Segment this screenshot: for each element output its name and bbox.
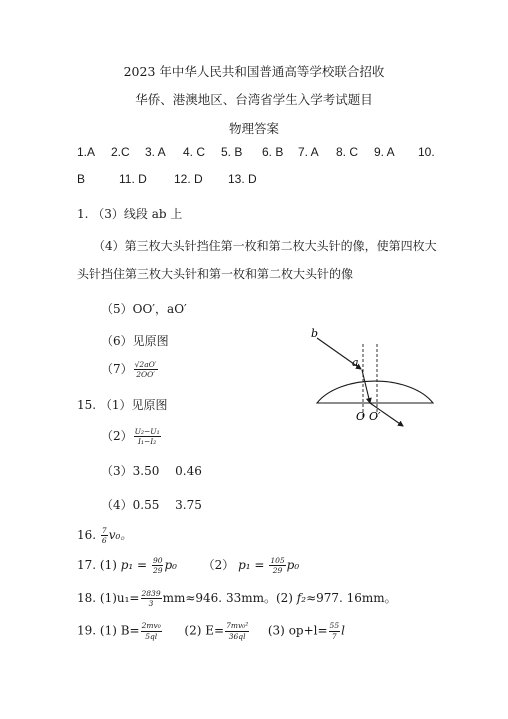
q14-part7-denominator: 2OO′ [136, 370, 155, 379]
mc-answer: 3. A [145, 145, 166, 159]
q14-part7-label: （7） [101, 362, 133, 376]
q17-denominator-1: 29 [152, 566, 163, 575]
q15-part2-fraction [134, 428, 161, 446]
header-line-1: 2023 年中华人民共和国普通高等学校联合招收 [123, 64, 385, 79]
q17-lhs-2: p₁ = [238, 558, 265, 572]
q14-part5: （5）OO′，aO′ [101, 302, 187, 316]
q18-fraction [141, 590, 162, 608]
q16-answer [77, 526, 132, 545]
q17-fraction-1 [152, 557, 164, 575]
q15-part2-denominator: I₁−I₂ [138, 437, 157, 446]
q19-b-numerator: 2mv₀ [141, 621, 161, 630]
header-line-2: 华侨、港澳地区、台湾省学生入学考试题目 [135, 92, 373, 107]
header-line-3: 物理答案 [228, 121, 279, 136]
q14-part6: （6）见原图 [101, 334, 169, 348]
q16-expression: v₀。 [108, 528, 133, 542]
q19-e-numerator: 7mv₀² [226, 621, 249, 630]
mc-answer: 6. B [262, 145, 284, 159]
q17-numerator-1: 90 [152, 555, 163, 565]
q18-label: 18. (1)u₁= [77, 591, 140, 605]
mc-answer: 8. C [336, 145, 359, 159]
mc-answer: 4. C [183, 145, 206, 159]
q19-b-fraction [141, 622, 162, 640]
q16-fraction [101, 527, 108, 545]
mc-answer: 1.A [77, 145, 96, 159]
q15-part2-label: （2） [101, 429, 133, 443]
q19-b-denominator: 5ql [145, 631, 158, 641]
q19-op-denominator: 7 [331, 631, 337, 641]
q14-part3: 1. （3）线段 ab 上 [77, 207, 183, 221]
q14-part7-fraction [134, 361, 158, 379]
q19-part2-label: (2) [184, 623, 202, 638]
diagram-label-O: O [356, 410, 366, 423]
q18-f2: f₂ [296, 591, 307, 605]
q18-value-1: mm≈946. 33mm。(2) [162, 591, 293, 605]
q14-part4-line1: （4）第三枚大头针挡住第一枚和第二枚大头针的像，使第四枚大 [93, 239, 437, 253]
diagram-label-b: b [311, 327, 319, 340]
mc-answer: 9. A [374, 145, 395, 159]
q18-value-2: ≈977. 16mm。 [306, 591, 397, 605]
mc-answer: 5. B [221, 145, 243, 159]
q15-part2 [101, 427, 162, 446]
diagram-label-a: a [352, 356, 359, 369]
mc-answer: 11. D [119, 172, 147, 186]
refraction-diagram [305, 320, 445, 435]
q17-fraction-2 [269, 557, 285, 575]
mc-answer: 12. D [174, 172, 203, 186]
q17-numerator-2: 105 [270, 555, 285, 565]
q19-e-denominator: 36ql [228, 631, 246, 641]
q16-numerator: 7 [101, 525, 107, 535]
q14-part7 [101, 360, 159, 379]
q17-answer [77, 556, 299, 575]
q15-part4: （4）0.55 3.75 [101, 498, 202, 512]
q17-label: 17. (1) [77, 558, 117, 572]
q15-part2-numerator: U₂−U₁ [134, 426, 160, 436]
q19-e-label: E= [205, 623, 225, 638]
q16-number: 16. [77, 528, 97, 542]
mc-answer: 2.C [111, 145, 130, 159]
q19-answer [77, 622, 345, 640]
q17-lhs-1: p₁ = [120, 558, 148, 572]
q17-part2-label: （2） [202, 558, 235, 572]
mc-answer: B [77, 172, 86, 186]
q18-numerator: 2839 [141, 588, 161, 598]
q14-part7-numerator: √2aO′ [134, 359, 157, 369]
q15-part3: （3）3.50 0.46 [101, 464, 202, 478]
q19-part3-label: (3) [267, 623, 285, 638]
q18-denominator: 3 [148, 599, 154, 608]
q19-op-numerator: 55 [329, 621, 340, 630]
q19-e-fraction [225, 622, 249, 640]
mc-answer: 7. A [298, 145, 319, 159]
q19-op-fraction [329, 622, 341, 640]
diagram-label-O-prime: O′ [369, 410, 381, 423]
mc-answer: 13. D [228, 172, 257, 186]
q18-answer [77, 589, 397, 608]
mc-answer: 10. [418, 145, 435, 159]
q14-part4-line2: 头针挡住第三枚大头针和第一枚和第二枚大头针的像 [77, 267, 354, 281]
q17-rhs-2: p₀ [286, 558, 300, 572]
semicircle-glass [317, 381, 433, 403]
q17-rhs-1: p₀ [164, 558, 177, 572]
q19-label: 19. (1) [77, 623, 117, 638]
q19-op-tail: l [341, 623, 345, 638]
q19-op-label: op+l= [288, 623, 328, 638]
q19-b-label: B= [120, 623, 140, 638]
q17-denominator-2: 29 [272, 566, 283, 575]
q16-denominator: 6 [101, 536, 107, 545]
q15-part1: 15. （1）见原图 [77, 398, 168, 412]
